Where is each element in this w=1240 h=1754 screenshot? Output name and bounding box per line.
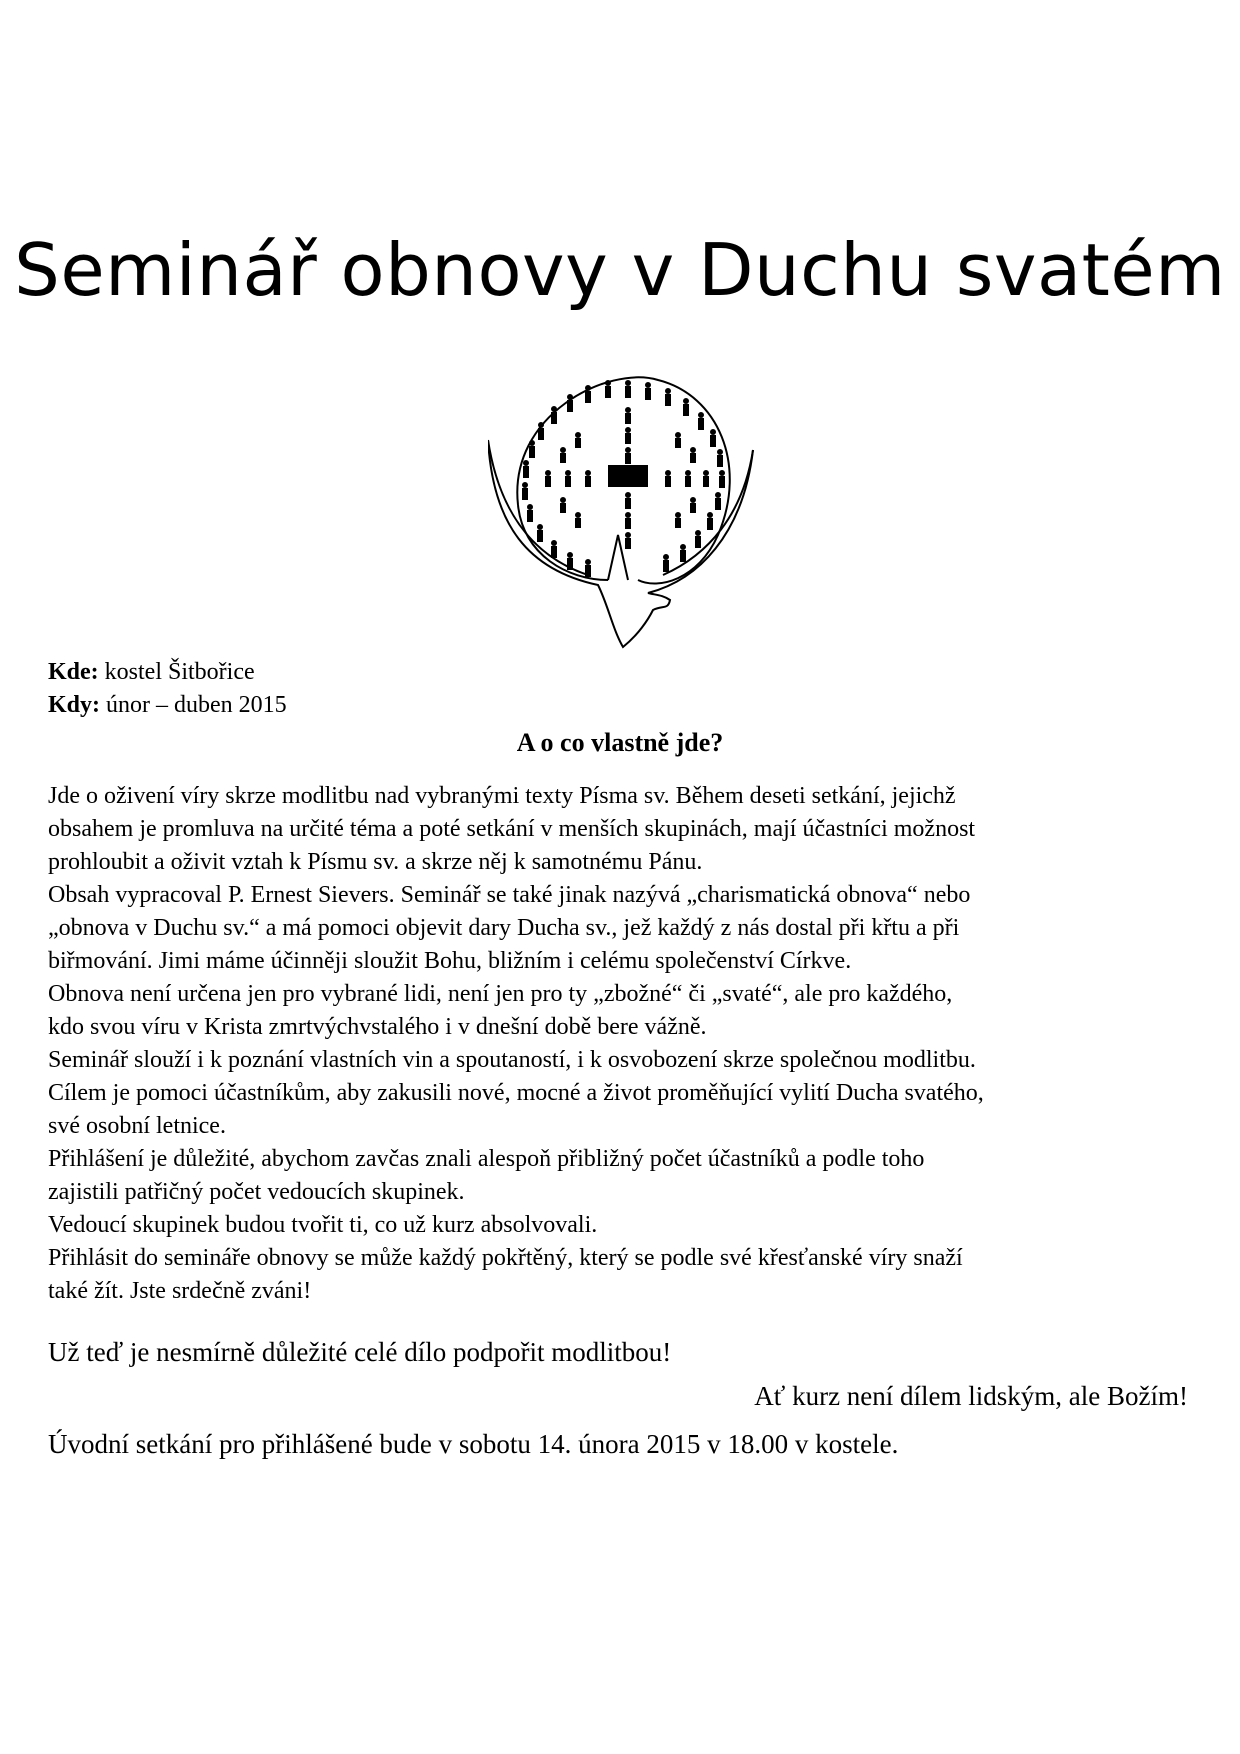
body-line: Vedoucí skupinek budou tvořit ti, co už kurz absolvovali.	[48, 1212, 598, 1238]
where-line	[48, 656, 287, 689]
body-line: Přihlásit do semináře obnovy se může každý pokřtěný, který se podle své křesťanské víry snaží	[48, 1245, 963, 1271]
body-line: také žít. Jste srdečně zváni!	[48, 1278, 312, 1304]
body-line: biřmování. Jimi máme účinněji sloužit Bohu, bližním i celému společenství Církve.	[48, 948, 852, 974]
body-line: obsahem je promluva na určité téma a poté setkání v menších skupinách, mají účastníci možnost	[48, 816, 976, 842]
prayer-line: Už teď je nesmírně důležité celé dílo podpořit modlitbou!	[48, 1337, 672, 1367]
event-info	[48, 656, 287, 722]
when-value: únor – duben 2015	[100, 692, 287, 718]
section-heading: A o co vlastně jde?	[516, 728, 724, 757]
body-line: Cílem je pomoci účastníkům, aby zakusili nové, mocné a život proměňující vylití Ducha svatého,	[48, 1080, 984, 1106]
body-line: Přihlášení je důležité, abychom zavčas znali alespoň přibližný počet účastníků a podle toho	[48, 1146, 925, 1172]
where-label: Kde:	[48, 659, 99, 685]
body-line: kdo svou víru v Krista zmrtvýchvstalého i v dnešní době bere vážně.	[48, 1014, 707, 1040]
body-line: Seminář slouží i k poznání vlastních vin a spoutaností, i k osvobození skrze společnou modlitbu.	[48, 1047, 976, 1073]
body-line: Jde o oživení víry skrze modlitbu nad vybranými texty Písma sv. Během deseti setkání, jejichž	[48, 783, 956, 809]
when-line	[48, 689, 287, 722]
intro-meeting-line: Úvodní setkání pro přihlášené bude v sobotu 14. února 2015 v 18.00 v kostele.	[48, 1429, 899, 1459]
body-line: své osobní letnice.	[48, 1113, 226, 1139]
body-paragraphs	[48, 780, 1198, 1308]
body-line: Obsah vypracoval P. Ernest Sievers. Seminář se také jinak nazývá „charismatická obnova“ nebo	[48, 882, 971, 908]
body-line: prohloubit a oživit vztah k Písmu sv. a skrze něj k samotnému Pánu.	[48, 849, 703, 875]
where-value: kostel Šitbořice	[98, 659, 255, 685]
document-title: Seminář obnovy v Duchu svatém	[14, 228, 1226, 312]
body-line: zajistili patřičný počet vedoucích skupinek.	[48, 1179, 465, 1205]
body-line: „obnova v Duchu sv.“ a má pomoci objevit dary Ducha sv., jež každý z nás dostal při křtu a při	[48, 915, 960, 941]
when-label: Kdy:	[48, 692, 101, 718]
prayer-line-right: Ať kurz není dílem lidským, ale Božím!	[754, 1381, 1188, 1411]
prayer-block	[48, 1330, 1188, 1418]
body-line: Obnova není určena jen pro vybrané lidi, není jen pro ty „zbožné“ či „svaté“, ale pro každého,	[48, 981, 953, 1007]
people-circle-dove-logo-icon	[488, 355, 758, 650]
